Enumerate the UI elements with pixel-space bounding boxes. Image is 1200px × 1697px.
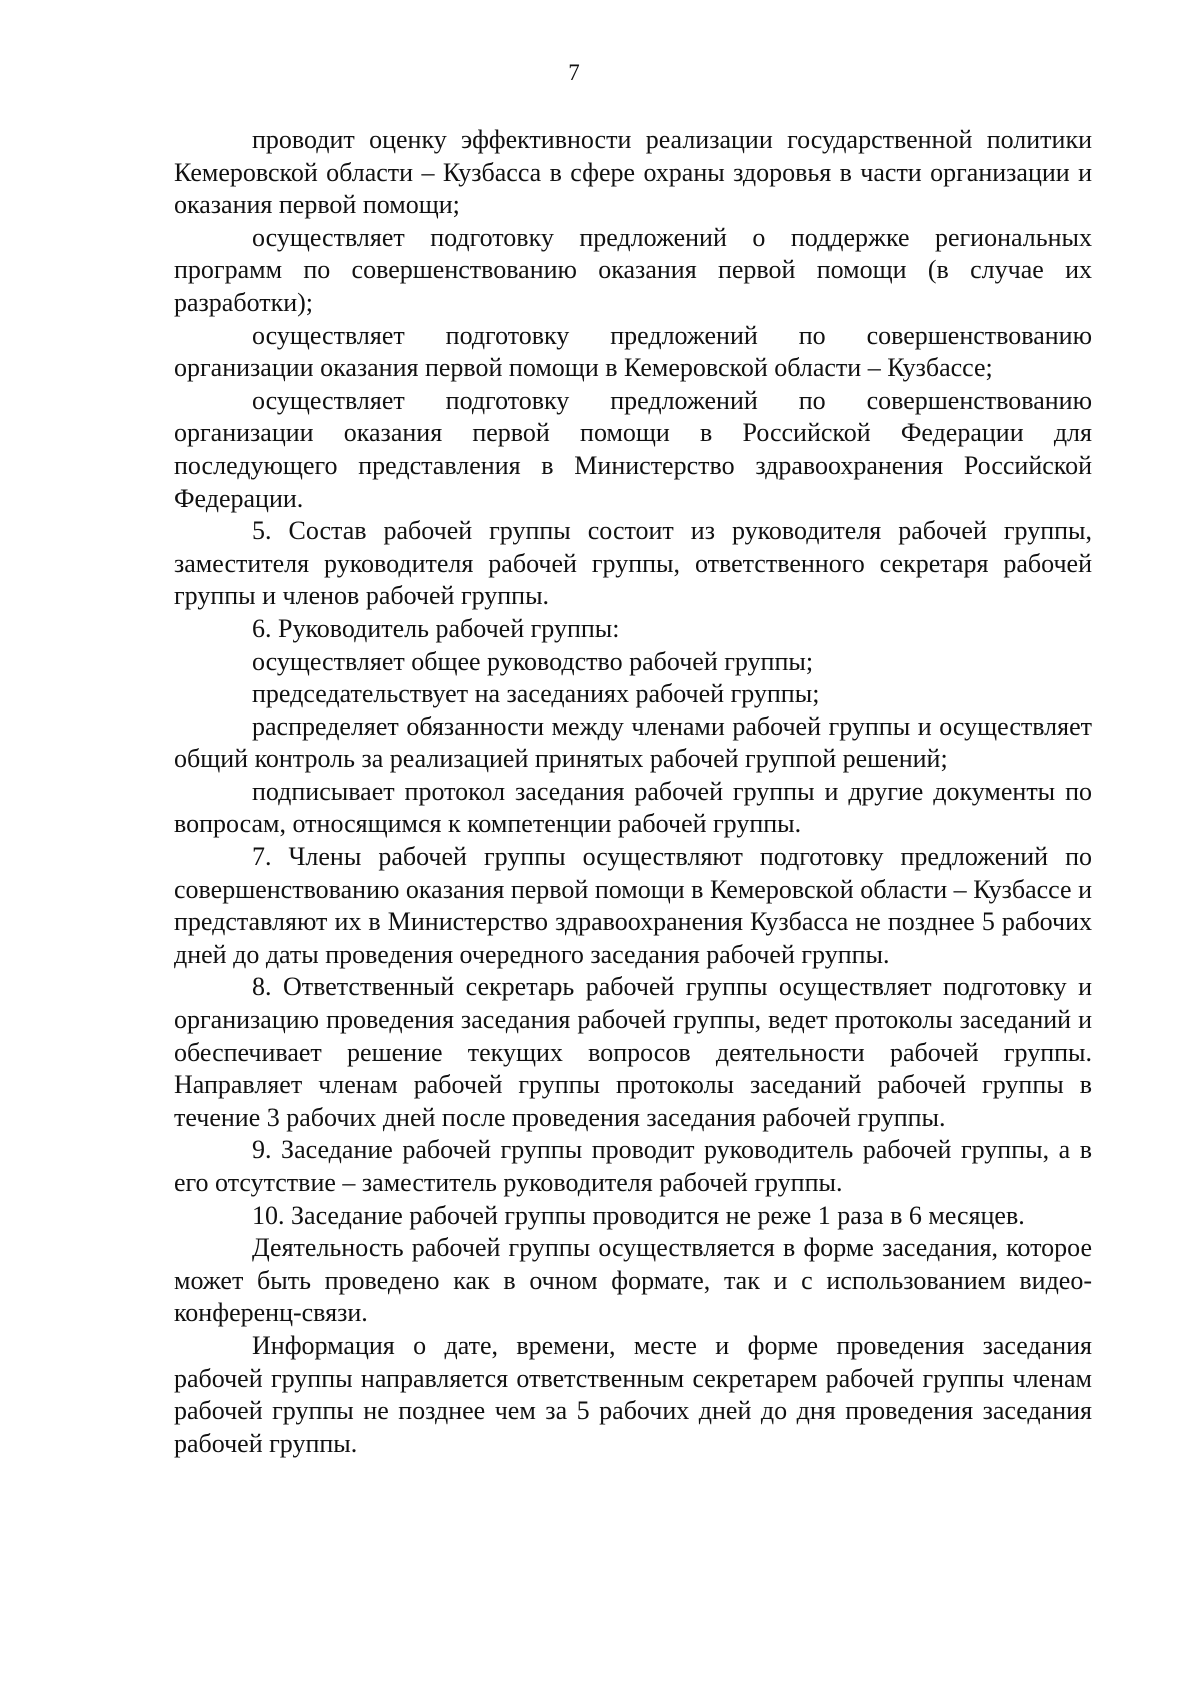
paragraph-item-10-frequency: 10. Заседание рабочей группы проводится не реже 1 раза в 6 месяцев. [252, 1200, 1025, 1230]
paragraph-meeting-format: Деятельность рабочей группы осуществляется в форме заседания, которое может быть проведено как в очном формате, так и с использованием видео-конференц-связи. [174, 1233, 1092, 1328]
paragraph-chairs-meetings: председательствует на заседаниях рабочей группы; [252, 679, 820, 709]
paragraph-meeting-notice: Информация о дате, времени, месте и форме проведения заседания рабочей группы направляется ответственным секретарем рабочей группы членам рабочей группы не позднее чем за 5 рабочих дней до дня проведения заседания рабочей группы. [174, 1330, 1092, 1458]
paragraph-item-9-meeting-lead: 9. Заседание рабочей группы проводит руководитель рабочей группы, а в его отсутствие – заместитель руководителя рабочей группы. [174, 1135, 1092, 1197]
paragraph-item-6-head: 6. Руководитель рабочей группы: [252, 613, 620, 643]
page-number: 7 [568, 60, 580, 85]
paragraph-kuzbass-proposals: осуществляет подготовку предложений по совершенствованию организации оказания первой помощи в Кемеровской области – Кузбассе; [174, 320, 1092, 383]
paragraph-assessment: проводит оценку эффективности реализации государственной политики Кемеровской области – Кузбасса в сфере охраны здоровья в части организации и оказания первой помощи; [174, 125, 1092, 220]
paragraph-distributes-duties: распределяет обязанности между членами рабочей группы и осуществляет общий контроль за реализацией принятых рабочей группой решений; [174, 711, 1092, 774]
paragraph-federation-proposals: осуществляет подготовку предложений по совершенствованию организации оказания первой помощи в Российской Федерации для последующего представления в Министерство здравоохранения Российской Федерации. [174, 385, 1092, 513]
paragraph-item-7-members: 7. Члены рабочей группы осуществляют подготовку предложений по совершенствованию оказания первой помощи в Кемеровской области – Кузбассе и представляют их в Министерство здравоохранения Кузбасса не позднее 5 рабочих дней до даты проведения очередного заседания рабочей группы. [174, 842, 1092, 969]
paragraph-item-5-composition: 5. Состав рабочей группы состоит из руководителя рабочей группы, заместителя руководителя рабочей группы, ответственного секретаря рабочей группы и членов рабочей группы. [174, 516, 1092, 611]
paragraph-regional-programs: осуществляет подготовку предложений о поддержке региональных программ по совершенствованию оказания первой помощи (в случае их разработки); [174, 222, 1092, 317]
document-body [174, 124, 1092, 1460]
paragraph-general-management: осуществляет общее руководство рабочей группы; [252, 646, 814, 676]
paragraph-item-8-secretary: 8. Ответственный секретарь рабочей группы осуществляет подготовку и организацию проведения заседания рабочей группы, ведет протоколы заседаний и обеспечивает решение текущих вопросов деятельности рабочей группы. Направляет членам рабочей группы протоколы заседаний рабочей группы в течение 3 рабочих дней после проведения заседания рабочей группы. [174, 972, 1092, 1132]
paragraph-signs-protocol: подписывает протокол заседания рабочей группы и другие документы по вопросам, относящимся к компетенции рабочей группы. [174, 776, 1092, 839]
